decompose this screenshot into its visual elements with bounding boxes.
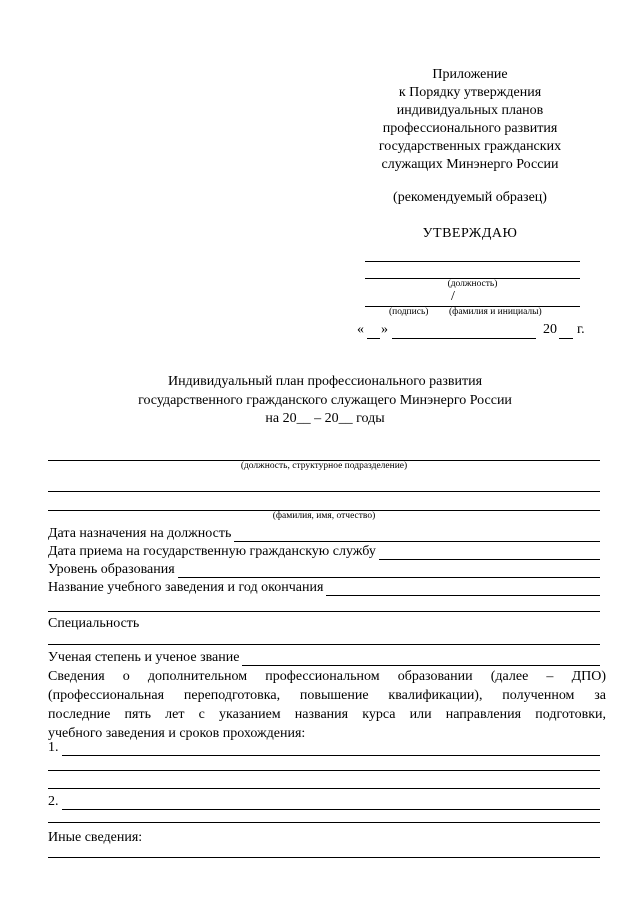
- position-department-caption: (должность, структурное подразделение): [240, 461, 408, 471]
- degree-blank: [242, 653, 600, 666]
- institution-field: [48, 580, 600, 596]
- list-item-number: 1.: [48, 740, 59, 755]
- date-year-line: [559, 338, 573, 339]
- other-info-label: Иные сведения:: [48, 830, 143, 845]
- annex-line: к Порядку утверждения: [398, 85, 542, 100]
- dpo-line: (профессиональная переподготовка, повышение квалификации), полученном за: [48, 688, 606, 703]
- list-item: [48, 794, 600, 810]
- service-date-label: Дата приема на государственную гражданскую службу: [48, 544, 376, 559]
- date-year-suffix: г.: [577, 322, 585, 337]
- date-day-line: [367, 338, 380, 339]
- date-quote-open: «: [357, 322, 364, 337]
- list-item-blank: [62, 797, 601, 810]
- annex-line: Приложение: [432, 67, 508, 82]
- list-item-number: 2.: [48, 794, 59, 809]
- list-item-blank: [62, 743, 601, 756]
- institution-blank: [326, 583, 600, 596]
- plan-title-line-1: Индивидуальный план профессионального развития: [167, 374, 483, 389]
- list-item: [48, 740, 600, 756]
- service-date-field: [48, 544, 600, 560]
- appointment-date-label: Дата назначения на должность: [48, 526, 232, 541]
- annex-line: государственных гражданских: [378, 139, 562, 154]
- specialty-label: Специальность: [48, 616, 140, 631]
- dpo-line: Сведения о дополнительном профессиональном образовании (далее – ДПО): [48, 669, 606, 684]
- plan-title-line-2: государственного гражданского служащего Минэнерго России: [138, 393, 512, 408]
- annex-line: индивидуальных планов: [396, 103, 544, 118]
- degree-label: Ученая степень и ученое звание: [48, 650, 240, 665]
- blank-line: [48, 822, 600, 823]
- institution-extra-line: [48, 611, 600, 612]
- blank-line: [48, 788, 600, 789]
- specialty-line: [48, 644, 600, 645]
- blank-line: [48, 491, 600, 492]
- appointment-date-field: [48, 526, 600, 542]
- full-name-caption: (фамилия, имя, отчество): [272, 511, 376, 521]
- dpo-paragraph: [48, 667, 606, 743]
- date-quote-close: »: [381, 322, 388, 337]
- degree-field: [48, 650, 600, 666]
- other-info-line: [48, 857, 600, 858]
- signature-caption: (подпись): [389, 307, 429, 317]
- approval-position-line-1: [365, 261, 580, 262]
- position-caption: (должность): [447, 279, 498, 289]
- annex-line: служащих Минэнерго России: [381, 157, 559, 172]
- dpo-line: последние пять лет с указанием названия курса или направления подготовки,: [48, 707, 606, 722]
- sample-note: (рекомендуемый образец): [393, 190, 547, 205]
- annex-header: [360, 66, 580, 174]
- annex-line: профессионального развития: [382, 121, 558, 136]
- education-level-blank: [178, 565, 600, 578]
- approval-title: УТВЕРЖДАЮ: [422, 226, 518, 241]
- name-caption: (фамилия и инициалы): [449, 307, 542, 317]
- date-month-line: [392, 338, 536, 339]
- institution-label: Название учебного заведения и год окончания: [48, 580, 324, 595]
- education-level-field: [48, 562, 600, 578]
- education-level-label: Уровень образования: [48, 562, 175, 577]
- service-date-blank: [379, 547, 600, 560]
- plan-title-line-3: на 20__ – 20__ годы: [265, 411, 385, 426]
- signature-slash: /: [451, 289, 455, 304]
- date-year-prefix: 20: [543, 322, 557, 337]
- dpo-line: учебного заведения и сроков прохождения:: [48, 726, 306, 741]
- appointment-date-blank: [234, 529, 600, 542]
- blank-line: [48, 770, 600, 771]
